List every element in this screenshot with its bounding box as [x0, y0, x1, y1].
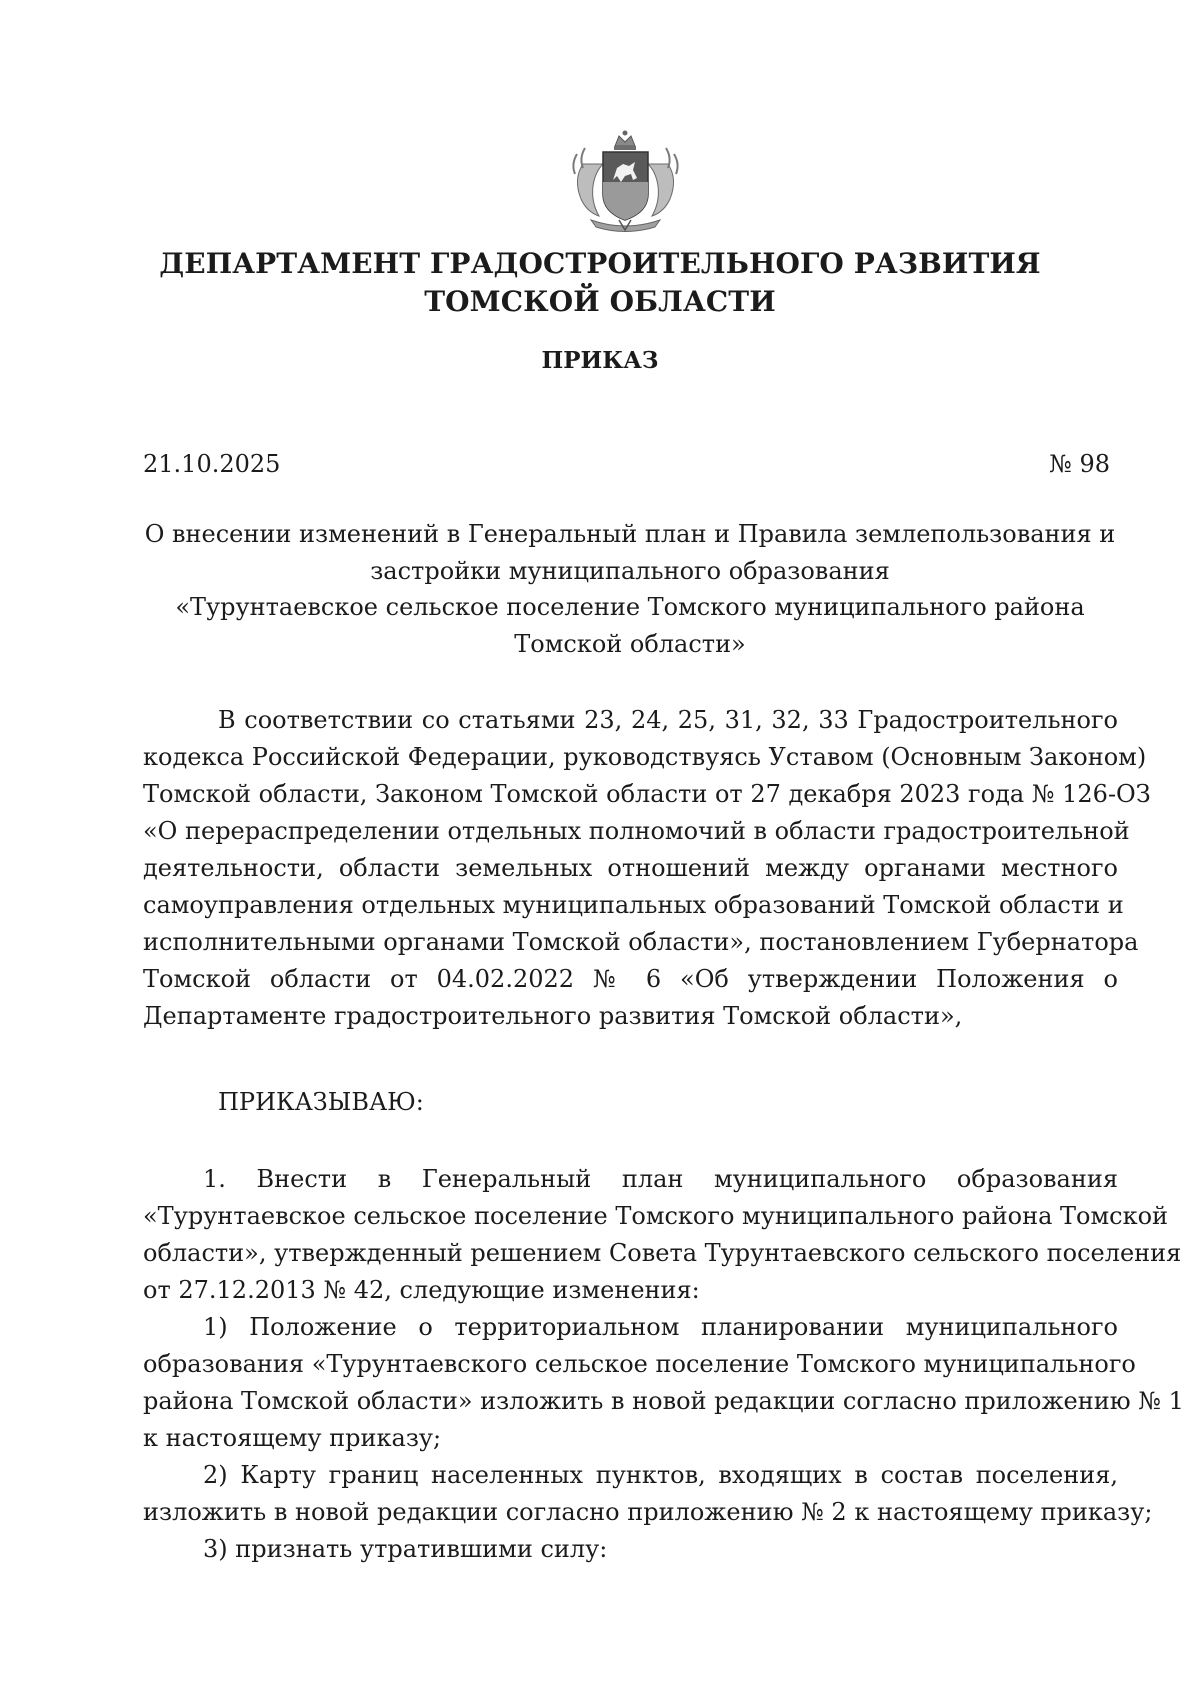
item-line: 1. Внести в Генеральный план муниципального образования [203, 1165, 1118, 1193]
preamble-line: кодекса Российской Федерации, руководствуясь Уставом (Основным Законом) [143, 743, 1147, 771]
preamble-line: Томской области от 04.02.2022 № 6 «Об утверждении Положения о [143, 965, 1118, 993]
preamble-line: Департаменте градостроительного развития Томской области», [143, 1002, 963, 1030]
item-line: к настоящему приказу; [143, 1424, 442, 1452]
tomsk-oblast-coat-of-arms-icon [563, 124, 688, 234]
department-name-line-1: ДЕПАРТАМЕНТ ГРАДОСТРОИТЕЛЬНОГО РАЗВИТИЯ [159, 247, 1041, 280]
item-line: 3) признать утратившими силу: [203, 1535, 608, 1563]
preamble-line: деятельности, области земельных отношений между органами местного [143, 854, 1118, 882]
preamble-line: исполнительными органами Томской области», постановлением Губернатора [143, 928, 1139, 956]
item-line: образования «Турунтаевского сельское поселение Томского муниципального [143, 1350, 1136, 1378]
preamble-line: «О перераспределении отдельных полномочий в области градостроительной [143, 817, 1130, 845]
title-line: Томской области» [514, 629, 746, 658]
document-date: 21.10.2025 [143, 450, 281, 478]
item-line: 2) Карту границ населенных пунктов, входящих в состав поселения, [203, 1461, 1118, 1489]
preamble-line: В соответствии со статьями 23, 24, 25, 31, 32, 33 Градостроительного [218, 706, 1118, 734]
department-name-line-2: ТОМСКОЙ ОБЛАСТИ [424, 285, 776, 318]
title-line: застройки муниципального образования [370, 556, 890, 585]
document-type: ПРИКАЗ [541, 347, 659, 374]
item-line: области», утвержденный решением Совета Турунтаевского сельского поселения [143, 1239, 1182, 1267]
item-line: изложить в новой редакции согласно приложению № 2 к настоящему приказу; [143, 1498, 1153, 1526]
title-line: «Турунтаевское сельское поселение Томского муниципального района [175, 593, 1085, 621]
item-line: от 27.12.2013 № 42, следующие изменения: [143, 1276, 700, 1304]
item-line: «Турунтаевское сельское поселение Томского муниципального района Томской [143, 1202, 1169, 1230]
item-line: района Томской области» изложить в новой редакции согласно приложению № 1 [143, 1387, 1184, 1415]
document-title [140, 516, 1120, 662]
preamble-paragraph [143, 702, 1151, 1035]
preamble-line: самоуправления отдельных муниципальных образований Томской области и [143, 891, 1124, 919]
item-line: 1) Положение о территориальном планировании муниципального [203, 1313, 1118, 1341]
order-keyword: ПРИКАЗЫВАЮ: [218, 1088, 424, 1116]
order-items [143, 1161, 1184, 1568]
preamble-line: Томской области, Законом Томской области от 27 декабря 2023 года № 126-ОЗ [143, 780, 1151, 808]
document-number: № 98 [1049, 450, 1110, 478]
title-line: О внесении изменений в Генеральный план и Правила землепользования и [144, 520, 1116, 548]
